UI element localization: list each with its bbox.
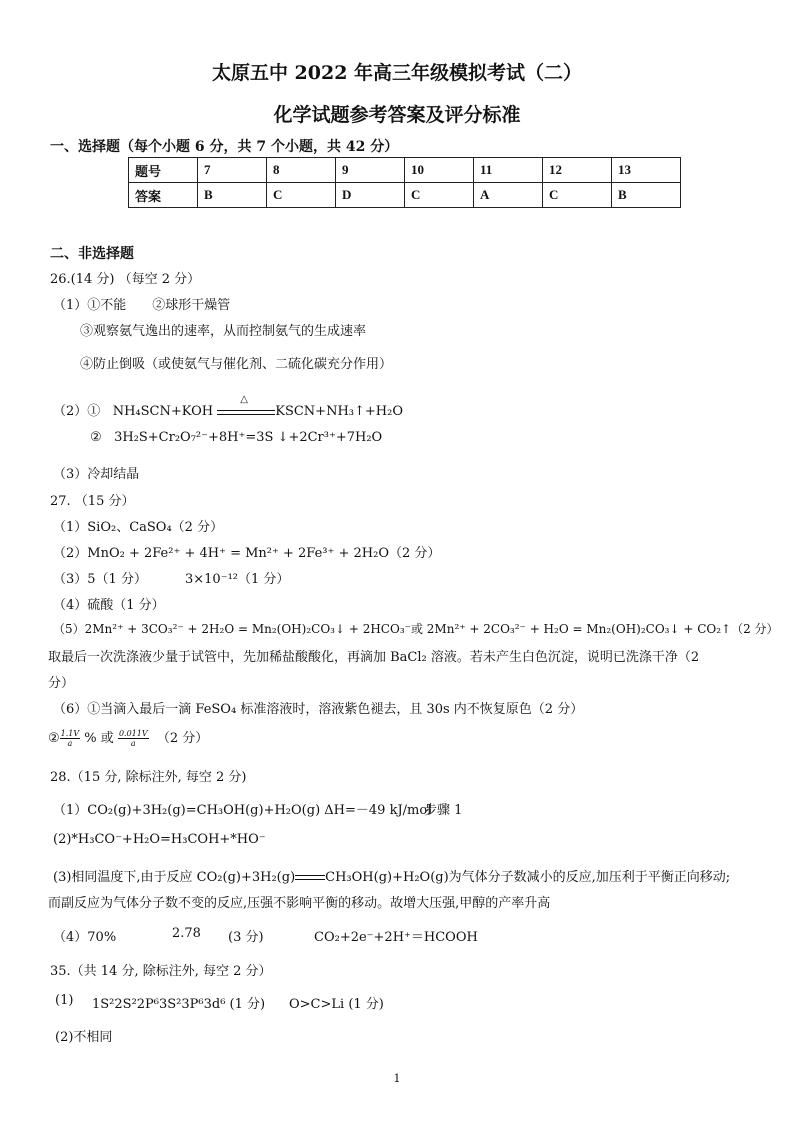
q28-part1-step: 步骤 1 bbox=[424, 803, 463, 818]
table-cell: 答案 bbox=[129, 183, 198, 208]
table-cell: 7 bbox=[198, 158, 267, 183]
section-nonchoice-heading: 二、非选择题 bbox=[50, 246, 134, 262]
exam-title: 太原五中 2022 年高三年级模拟考试（二） bbox=[211, 62, 583, 84]
q28-part3-pre: (3)相同温度下,由于反应 CO₂(g)+3H₂(g) bbox=[53, 870, 296, 885]
table-cell: C bbox=[405, 183, 474, 208]
section-choice-heading: 一、选择题（每个小题 6 分，共 7 个小题，共 42 分） bbox=[50, 139, 399, 155]
q27-part1: （1）SiO₂、CaSO₄（2 分） bbox=[53, 520, 224, 535]
q27-part6b-score: （2 分） bbox=[156, 731, 209, 746]
exam-subtitle: 化学试题参考答案及评分标准 bbox=[273, 104, 521, 126]
q28-part1: （1）CO₂(g)+3H₂(g)=CH₃OH(g)+H₂O(g) ΔH=－49 kJ/mol bbox=[53, 803, 432, 818]
fraction-2 bbox=[118, 729, 149, 748]
q28-part2: (2)*H₃CO⁻+H₂O=H₃COH+*HO⁻ bbox=[53, 832, 266, 847]
table-cell: 8 bbox=[267, 158, 336, 183]
answer-table bbox=[128, 157, 681, 208]
table-cell: 题号 bbox=[129, 158, 198, 183]
table-cell: 13 bbox=[612, 158, 681, 183]
table-cell: 11 bbox=[474, 158, 543, 183]
q26-part2-equation2 bbox=[90, 430, 382, 445]
q27-part5-equation: （5）2Mn²⁺ + 3CO₃²⁻ + 2H₂O = Mn₂(OH)₂CO₃↓ + 2HCO₃⁻或 2Mn²⁺ + 2CO₃²⁻ + H₂O = Mn₂(OH)₂CO₃↓ + CO₂↑（2 分） bbox=[53, 622, 779, 636]
heat-equals-sign bbox=[217, 393, 275, 419]
q27-part5-text: 取最后一次洗涤液少量于试管中，先加稀盐酸酸化，再滴加 BaCl₂ 溶液。若未产生白色沉淀，说明已洗涤干净（2 bbox=[48, 650, 700, 665]
table-cell: D bbox=[336, 183, 405, 208]
q27-part2: （2）MnO₂ + 2Fe²⁺ + 4H⁺ = Mn²⁺ + 2Fe³⁺ + 2H₂O（2 分） bbox=[53, 546, 441, 561]
q28-part3-post: CH₃OH(g)+H₂O(g)为气体分子数减小的反应,加压利于平衡正向移动; bbox=[325, 870, 731, 885]
q26-heading: 26.(14 分) （每空 2 分） bbox=[50, 272, 201, 287]
table-row bbox=[129, 183, 681, 208]
q26-part3: （3）冷却结晶 bbox=[53, 467, 140, 482]
q28-part4b: 2.78 bbox=[172, 926, 201, 941]
q27-part3a: （3）5（1 分） bbox=[53, 572, 147, 587]
table-row bbox=[129, 158, 681, 183]
table-cell: 9 bbox=[336, 158, 405, 183]
table-cell: A bbox=[474, 183, 543, 208]
q26-part1-line3: ④防止倒吸（或使氨气与催化剂、二硫化碳充分作用） bbox=[80, 357, 393, 372]
q28-heading: 28.（15 分, 除标注外, 每空 2 分) bbox=[50, 770, 247, 785]
fraction-denominator: a bbox=[67, 739, 73, 748]
fraction-numerator: 1.1V bbox=[60, 729, 80, 738]
q28-part3-line2: 而副反应为气体分子数不变的反应,压强不影响平衡的移动。故增大压强,甲醇的产率升高 bbox=[48, 896, 551, 911]
q27-part3b: 3×10⁻¹²（1 分） bbox=[185, 572, 290, 587]
equation-reactants: NH₄SCN+KOH bbox=[112, 404, 214, 419]
q35-part1-label: (1) bbox=[55, 993, 74, 1008]
table-cell: B bbox=[198, 183, 267, 208]
fraction-1 bbox=[60, 729, 81, 748]
fraction-numerator: 0.011V bbox=[118, 729, 148, 738]
table-cell: C bbox=[267, 183, 336, 208]
q26-part2-label: （2）① bbox=[53, 404, 101, 419]
q26-part2-equation1 bbox=[53, 393, 403, 419]
q26-part1-line1: （1）①不能 ②球形干燥管 bbox=[53, 298, 231, 313]
equation-products: KSCN+NH₃↑+H₂O bbox=[275, 404, 403, 419]
fraction-denominator: a bbox=[130, 739, 136, 748]
q35-part2: (2)不相同 bbox=[55, 1030, 113, 1045]
q35-heading: 35.（共 14 分, 除标注外, 每空 2 分） bbox=[50, 964, 272, 979]
table-cell: C bbox=[543, 183, 612, 208]
q27-part6b-label: ② bbox=[48, 731, 60, 746]
q28-part3-line1 bbox=[53, 866, 730, 885]
q26-part2-sublabel: ② bbox=[90, 430, 102, 445]
q35-part1-config: 1S²2S²2P⁶3S²3P⁶3d⁶ (1 分) bbox=[92, 997, 266, 1012]
q27-part4: （4）硫酸（1 分） bbox=[53, 598, 165, 613]
q27-part6b-mid: % 或 bbox=[84, 731, 114, 746]
equation-text: 3H₂S+Cr₂O₇²⁻+8H⁺=3S ↓+2Cr³⁺+7H₂O bbox=[114, 430, 383, 445]
q28-part4c: (3 分) bbox=[228, 930, 264, 945]
page-number: 1 bbox=[393, 1072, 401, 1085]
q27-part6b bbox=[48, 727, 208, 748]
q28-part4d: CO₂+2e⁻+2H⁺＝HCOOH bbox=[314, 930, 478, 945]
q26-part1-line2: ③观察氨气逸出的速率，从而控制氨气的生成速率 bbox=[80, 324, 367, 339]
reversible-arrow-icon bbox=[295, 873, 325, 883]
q35-part1-order: O>C>Li (1 分) bbox=[289, 997, 384, 1012]
q28-part4a: （4）70% bbox=[53, 930, 117, 945]
q27-part6a: （6）①当滴入最后一滴 FeSO₄ 标准溶液时，溶液紫色褪去，且 30s 内不恢复原色（2 分） bbox=[53, 702, 584, 717]
heat-condition: △ bbox=[240, 393, 248, 405]
table-cell: 10 bbox=[405, 158, 474, 183]
table-cell: 12 bbox=[543, 158, 612, 183]
q27-heading: 27. （15 分） bbox=[50, 494, 135, 509]
q27-part5-text-cont: 分） bbox=[48, 676, 75, 691]
table-cell: B bbox=[612, 183, 681, 208]
